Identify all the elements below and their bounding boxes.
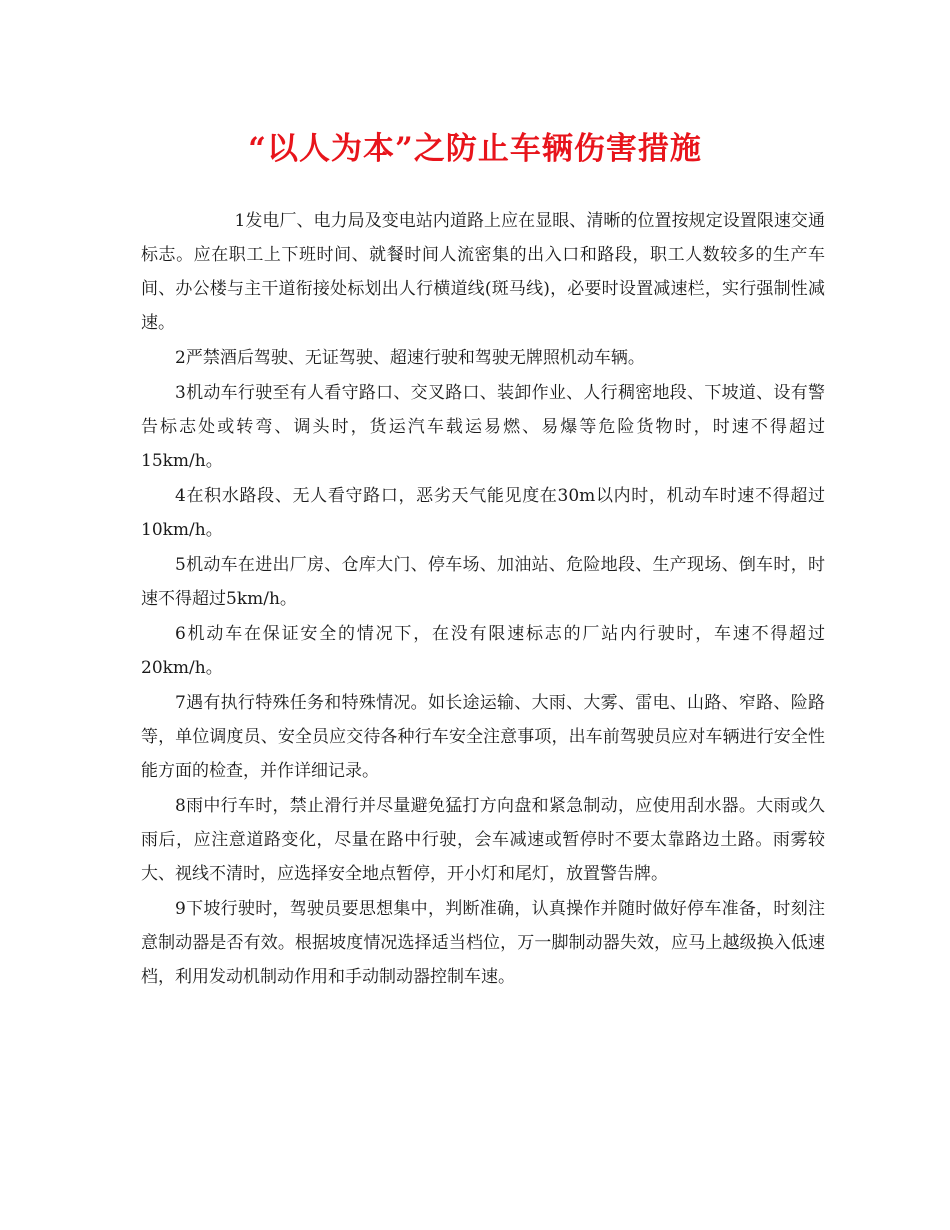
paragraph-4: 4在积水路段、无人看守路口，恶劣天气能见度在30m以内时，机动车时速不得超过10km/h。: [141, 486, 825, 540]
paragraph-9: 9下坡行驶时，驾驶员要思想集中，判断准确，认真操作并随时做好停车准备，时刻注意制动器是否有效。根据坡度情况选择适当档位，万一脚制动器失效，应马上越级换入低速档，利用发动机制动作用和手动制动器控制车速。: [141, 899, 825, 987]
paragraph-2: 2严禁酒后驾驶、无证驾驶、超速行驶和驾驶无牌照机动车辆。: [175, 348, 645, 368]
paragraph-7: 7遇有执行特殊任务和特殊情况。如长途运输、大雨、大雾、雷电、山路、窄路、险路等，单位调度员、安全员应交待各种行车安全注意事项，出车前驾驶员应对车辆进行安全性能方面的检查，并作详细记录。: [141, 693, 825, 781]
paragraph-6: 6机动车在保证安全的情况下，在没有限速标志的厂站内行驶时，车速不得超过20km/h。: [141, 624, 825, 678]
paragraph-1: 1发电厂、电力局及变电站内道路上应在显眼、清晰的位置按规定设置限速交通标志。应在职工上下班时间、就餐时间人流密集的出入口和路段，职工人数较多的生产车间、办公楼与主干道衔接处标划出人行横道线(斑马线)，必要时设置减速栏，实行强制性减速。: [141, 211, 825, 333]
paragraph-8: 8雨中行车时，禁止滑行并尽量避免猛打方向盘和紧急制动，应使用刮水器。大雨或久雨后，应注意道路变化，尽量在路中行驶，会车减速或暂停时不要太靠路边土路。雨雾较大、视线不清时，应选择安全地点暂停，开小灯和尾灯，放置警告牌。: [141, 796, 825, 884]
paragraph-5: 5机动车在进出厂房、仓库大门、停车场、加油站、危险地段、生产现场、倒车时，时速不得超过5km/h。: [141, 555, 825, 609]
document-title: “以人为本”之防止车辆伤害措施: [248, 131, 702, 167]
document-body: [141, 204, 825, 995]
paragraph-3: 3机动车行驶至有人看守路口、交叉路口、装卸作业、人行稠密地段、下坡道、设有警告标志处或转弯、调头时，货运汽车载运易燃、易爆等危险货物时，时速不得超过15km/h。: [141, 383, 825, 471]
